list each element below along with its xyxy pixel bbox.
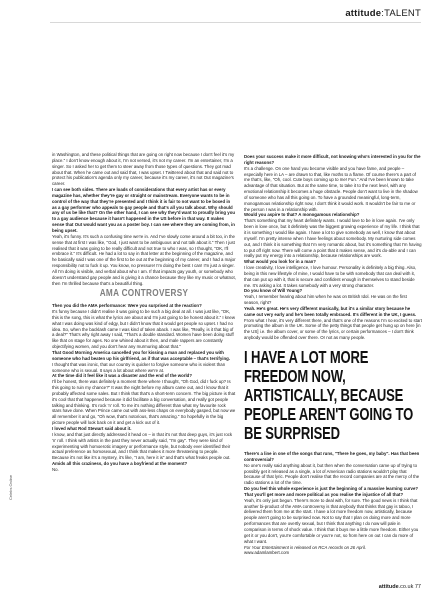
page-number: 77 (414, 584, 421, 590)
section-header (345, 8, 421, 19)
answer-paragraph: From what I hear, it's very different there, and that's one of the reasons I'm so excited to start promoting the album in the UK. Some of the petty things that people get hung up on here [in the US] i.e. the album cover, or some of the lyrics, or certain performances – I don't think anybody would be offended over there. Or not as many people. (244, 317, 422, 341)
left-text-block-2 (52, 303, 236, 472)
magazine-name: attitude (345, 8, 382, 19)
question-paragraph: Does your success make it more difficult, not knowing who's interested in you for the right reasons? (244, 154, 421, 165)
answer-paragraph: I love creativity, I love intelligence, I love humour. Personality is definitely a big thing. Also, being in this new lifestyle of mine, I would have to be with somebody that can deal with it, that can put up with it, that is secure and confident enough in themselves to stand beside me. It's asking a lot. It takes somebody with a very strong character. (244, 265, 417, 288)
answer-paragraph: Yeah, it's funny. It's such a confusing time we're in. And I've slowly come around a bit too, in the sense that at first I was like, "God, I just want to be ambiguous and not talk about it." Then I just realised that it was going to be really difficult and not true to who I was, so I thought, "OK, I'll embrace it." It's difficult. He had a lot to say in that letter at the beginning of the magazine, and he basically said I was one of the first to be out at the beginning of my career, and I had a major responsibility not to fuck it up. You know, no pressure! I'm doing the best I can! I'm just a singer. All I'm doing is visible, and verbal about who I am. If that impacts gay youth, or somebody who doesn't understand gay people and is giving it a chance because they like my music or whatnot, then I'm thrilled because that's a beautiful thing. (52, 233, 236, 286)
question-paragraph: I loved what Rod Stewart said about it. (52, 425, 132, 431)
question-paragraph: What would you look for in a man? (244, 259, 316, 265)
answer-paragraph: I thought that was ironic, that our country is quicker to forgive someone who is violent than someone who is sexual. It says a lot about where we're at. (52, 361, 226, 373)
right-text-block-2 (244, 451, 422, 556)
answer-paragraph: No one's really said anything about it, but then when the conversation came up of trying to possibly get it released as a single, a lot of American radio stations wouldn't play that because of that lyric. People don't realise that the record companies are at the mercy of the radio stations a lot of the time. (244, 462, 420, 486)
answer-paragraph: Yeah, I remember hearing about him when he was on British Idol. He was on the first season, right? (244, 294, 407, 306)
header-rule (50, 22, 421, 23)
answer-paragraph: That's something that my heart definitely wants. I would love to be in love again. I've only been in love once, but it definitely was the biggest growing experience of my life. I think that it is something I would like again. I have a lot to give somebody as well, I know that about myself. I'm pretty intense when I have feelings about somebody. My nurturing side comes out, and I think it is something that I'm very romantic about, but it's something that I'm having to put off right now. There will come a point that it makes sense, and it's do-able and I can really put my energy into a relationship, because relationships are work. (244, 218, 422, 259)
answer-paragraph: It's a challenge. On one hand you become visible and you have fame, and people – especially here in LA – are drawn to that, like moths to a flame. Of course there's a part of me that's, like, "Oh, cool. Cute boys coming up to me! Fun." And I've been known to take advantage of that situation. But at the same time, to take it to the next level, with any emotional relationship it becomes a huge obstacle. People don't want to live in the shadow of someone who has all this going on. To have a grounded meaningful, long-term, monogamous relationship right now, I don't think it would work. It wouldn't be fair to me or the person I was in a relationship with. (244, 165, 418, 212)
question-paragraph: Would you aspire to that? A monogamous relationship? (244, 212, 360, 218)
question-paragraph: There's a line in one of the songs that runs, "There he goes, my baby". Has that been controversial? (244, 451, 420, 462)
question-paragraph: Do you know of Will Young? (244, 288, 303, 294)
answer-paragraph: I know, and that just directly addressed it head on – in that it's not that deep guys, it's just rock 'n' roll. I think with artists in the past they never actually said, "I'm gay". They were kind of experimenting with homoerotic imagery or performance style, but nobody ever identified their actual preference as homosexual, and I think that makes it more threatening to people. Because it's not like it's a mystery, it's like, "I am, here it is" and that's what freaks people out. (52, 431, 233, 461)
answer-paragraph: No. (52, 466, 59, 472)
page-footer (379, 584, 421, 590)
question-paragraph: Do you feel this whole experience is just the beginning of a massive learning curve? That you'll get more and more political as you realise the injustice of all that? (244, 486, 419, 497)
left-text-block-1 (52, 152, 236, 286)
release-note: For Your Entertainment is released on RCA records on 26 April. (244, 544, 367, 550)
question-paragraph: That Good Morning America cancelled you for kissing a man and replaced you with someone who had beaten up his girlfriend, as if that was acceptable – that's terrifying. (52, 350, 230, 361)
question-paragraph: Amids all this craziness, do you have a boyfriend at the moment? (52, 461, 188, 467)
photo-credit: Celebs Online (8, 474, 13, 500)
question-paragraph: At the time did it feel like it was a disaster and the end of the world? (52, 373, 192, 379)
left-column (52, 152, 236, 473)
footer-site: attitude (378, 584, 399, 590)
section-name: :TALENT (381, 8, 421, 19)
question-paragraph: Yeah. He's great. He's very different musically, but it's a similar story because he came out very early and he's been totally embraced. It's different in the UK, I guess. (244, 305, 417, 317)
subheading: AMA CONTROVERSY (99, 287, 189, 300)
right-column (244, 154, 422, 556)
footer-domain: .co.uk (398, 584, 414, 590)
question-paragraph: Then you did the AMA performance: Were you surprised at the reaction? (52, 303, 202, 309)
pull-quote: I HAVE A LOT MORE FREEDOM NOW, ARTISTICALLY, BECAUSE PEOPLE AREN'T GOING TO BE SURPRISED (244, 347, 414, 443)
right-text-block-1 (244, 154, 422, 341)
answer-paragraph: in Washington, and these political things that are going on right now because I don't feel it's my place." I don't know enough about it, I'm not versed, it's not my career. I'm an entertainer, I'm a singer. So I asked her to get them to steer away from those types of questions. They got mad about that. When he came out and said that, I was upset. I Twittered about that and said not to protect his publication's agenda only my career, because it's my career, it's not Out magazine's career. (52, 152, 235, 187)
answer-paragraph: It's funny because I didn't realise it was going to be such a big deal at all. I was just like, "OK, this is the song, this is what the lyrics are about and I'm just going to be honest about it." I knew what I was doing was kind of edgy, but I didn't know that it would get people so upset. I had no idea. So, when the backlash came I was kind of taken aback. I was like, "Really, is it that big of a deal?" That's why right away I said, "That's a double standard. Women have been doing stuff like that on stage for ages. No one whined about it then, and male rappers are constantly objectifying women, and you don't hear any murmuring about that." (52, 309, 235, 350)
answer-paragraph: Yeah, it's only just begun. There's more to deal with, for sure. The good news is I think that another bi-product of the AMA controversy is that anybody that thinks that gay is taboo, I delivered them from me at the start. I have a lot more freedom now, artistically, because people aren't going to be surprised now. Not to say that I plan on doing more and more performances that are overtly sexual, but I think that anything I do now will pale in comparison in terms of shock value. I think that it buys me a little more freedom. Either you get it or you don't, you're comfortable or you're not, so from here on out I can do more of what I want. (244, 497, 419, 544)
answer-paragraph: I'll be honest, there was definitely a moment there where I thought, "Oh God, did I fuck up? Is this going to ruin my chance?" It was the night before my album came out, and I know that it probably affected some sales. But I think that that's a short-term concern. The big picture is that it's cool that that happened because it did facilitate a big conversation, and really got people talking and thinking. It's rock 'n' roll. To me it's nothing different than what my favourite rock stars have done. When Prince came out with ass-less chaps on everybody gasped, but now we all remember it and go, "Oh wow, that's notorious, that's amazing." So hopefully in the big picture people will look back on it and get a kick out of it. (52, 379, 236, 426)
question-paragraph: I can see both sides. There are loads of considerations that every artist has or every magazine has, whether they're gay or straight or mainstream. Everyone wants to be in control of the way that they're presented and I think it is fair to not want to be boxed in as a gay performer who appeals to gay people and that's all you talk about. Why should any of us be like that? On the other hand, I can see why they'd want to proudly bring you to a gay audience because it hasn't happened in the US before in that way. It makes sense that Out would want you as a poster boy. I can see where they are coming from, in being upset. (52, 187, 236, 233)
answer-paragraph: www.adamlambert.com (244, 550, 290, 556)
